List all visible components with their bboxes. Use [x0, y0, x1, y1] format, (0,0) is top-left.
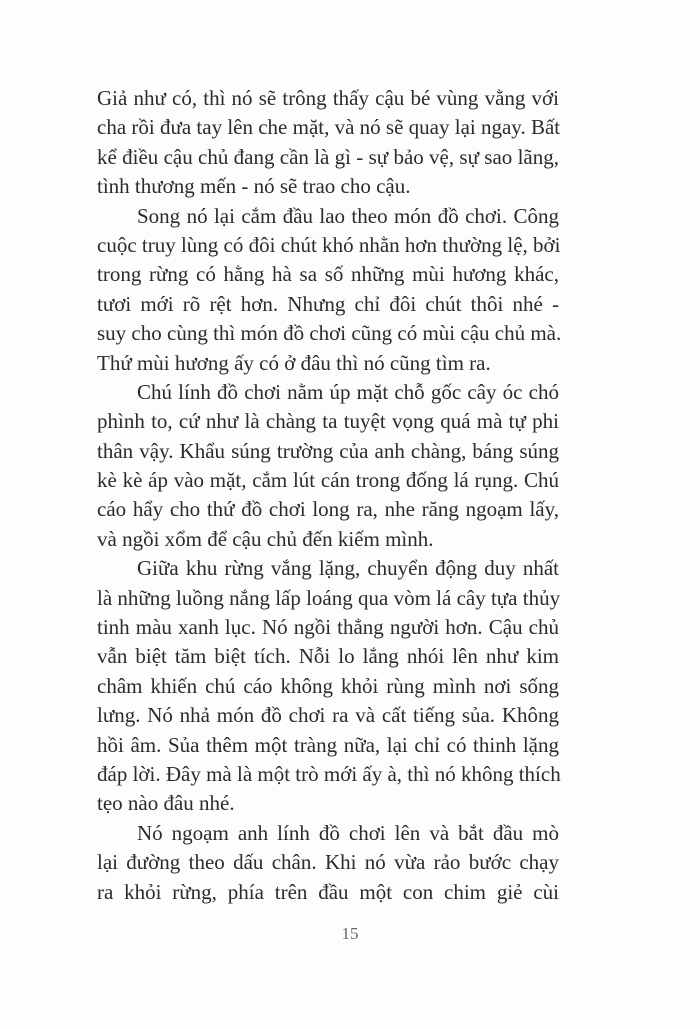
text-line: Giữa khu rừng vắng lặng, chuyển động duy nhất	[137, 556, 559, 581]
paragraph	[97, 202, 562, 378]
text-line: tình thương mến - nó sẽ trao cho cậu.	[97, 174, 411, 199]
text-line: Thứ mùi hương ấy có ở đâu thì nó cũng tìm ra.	[97, 350, 491, 375]
text-line: kè kè áp vào mặt, cắm lút cán trong đống lá rụng. Chú	[97, 468, 559, 493]
text-line: Song nó lại cắm đầu lao theo món đồ chơi. Công	[137, 203, 559, 228]
text-line: cha rồi đưa tay lên che mặt, và nó sẽ quay lại ngay. Bất	[97, 115, 561, 140]
text-line: kể điều cậu chủ đang cần là gì - sự bảo vệ, sự sao lãng,	[97, 144, 559, 169]
text-line: suy cho cùng thì món đồ chơi cũng có mùi cậu chủ mà.	[97, 321, 562, 346]
paragraph	[97, 554, 559, 819]
text-line: trong rừng có hằng hà sa số những mùi hương khác,	[97, 262, 559, 287]
text-line: lưng. Nó nhả món đồ chơi ra và cất tiếng sủa. Không	[97, 703, 559, 728]
text-line: cáo hẩy cho thứ đồ chơi long ra, nhe răng ngoạm lấy,	[97, 497, 559, 522]
text-line: Nó ngoạm anh lính đồ chơi lên và bắt đầu mò	[137, 820, 559, 845]
text-line: là những luồng nắng lấp loáng qua vòm lá cây tựa thủy	[97, 585, 561, 610]
text-line: vẫn biệt tăm biệt tích. Nỗi lo lắng nhói lên như kim	[97, 644, 559, 669]
text-line: lại đường theo dấu chân. Khi nó vừa rảo bước chạy	[97, 850, 559, 875]
body-text	[97, 84, 562, 907]
text-line: tươi mới rõ rệt hơn. Nhưng chỉ đôi chút thôi nhé -	[97, 291, 559, 316]
paragraph	[97, 378, 559, 554]
text-line: Chú lính đồ chơi nằm úp mặt chỗ gốc cây óc chó	[137, 379, 559, 404]
text-line: thân vậy. Khẩu súng trường của anh chàng, báng súng	[97, 438, 559, 463]
text-line: phình to, cứ như là chàng ta tuyệt vọng quá mà tự phi	[97, 409, 559, 434]
text-line: tinh màu xanh lục. Nó ngồi thẳng người hơn. Cậu chủ	[97, 615, 559, 640]
text-line: ra khỏi rừng, phía trên đầu một con chim giẻ cùi	[97, 879, 559, 904]
text-line: và ngồi xổm để cậu chủ đến kiếm mình.	[97, 526, 434, 551]
text-line: châm khiến chú cáo không khỏi rùng mình nơi sống	[97, 673, 559, 698]
text-line: hồi âm. Sủa thêm một tràng nữa, lại chỉ có thinh lặng	[97, 732, 559, 757]
paragraph	[97, 819, 559, 907]
paragraph	[97, 84, 559, 202]
text-line: cuộc truy lùng có đôi chút khó nhằn hơn thường lệ, bởi	[97, 232, 561, 257]
page-number: 15	[341, 924, 359, 943]
text-line: đáp lời. Đây mà là một trò mới ấy à, thì nó không thích	[97, 761, 561, 786]
text-line: Giả như có, thì nó sẽ trông thấy cậu bé vùng vằng với	[97, 86, 559, 110]
text-line: tẹo nào đâu nhé.	[97, 791, 235, 816]
